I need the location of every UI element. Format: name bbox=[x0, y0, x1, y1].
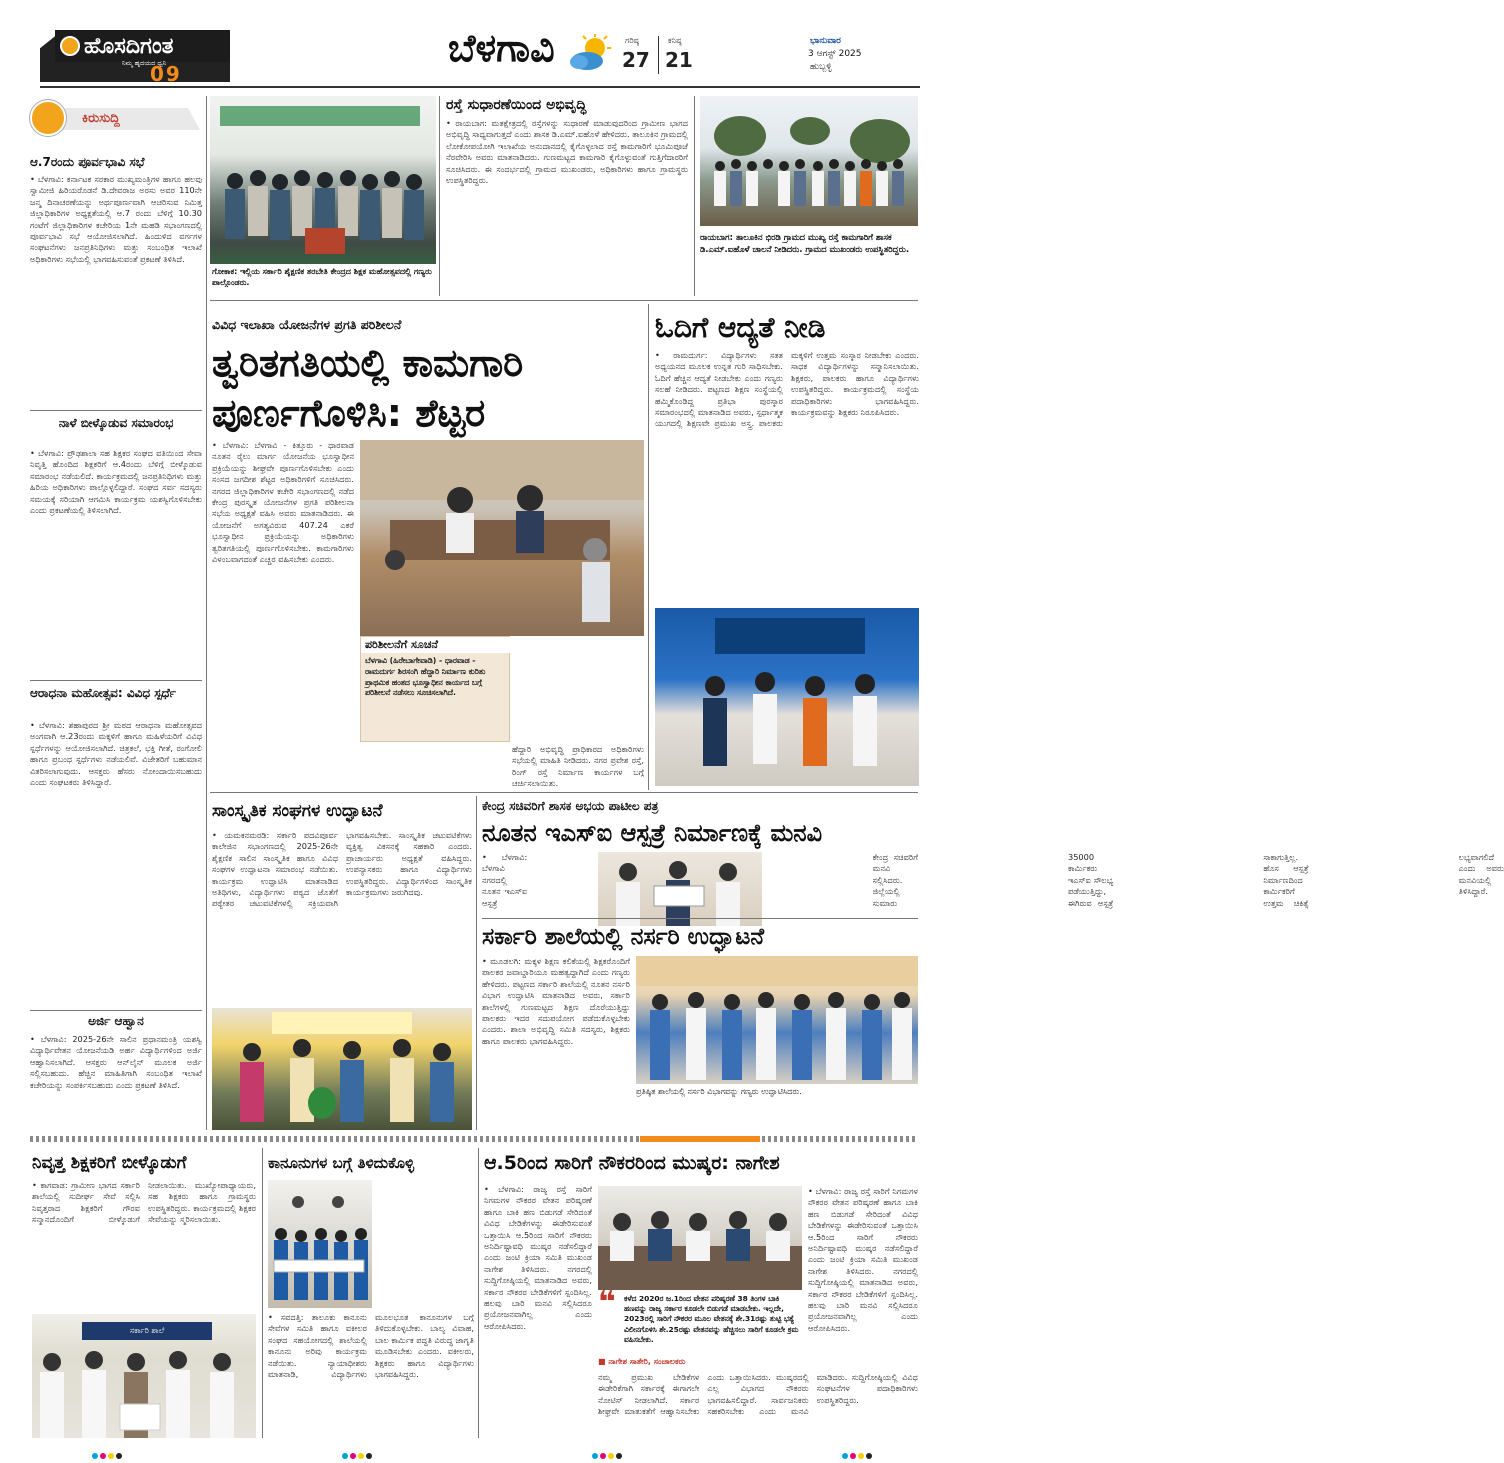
lead-photo bbox=[360, 440, 644, 636]
tagline: ನಿಮ್ಮ ಹೃದಯದ ಧ್ವನಿ bbox=[122, 59, 167, 67]
masthead-rule bbox=[40, 86, 920, 88]
black-dot bbox=[366, 1453, 372, 1459]
temp-min-label: ಕನಿಷ್ಠ bbox=[668, 36, 682, 45]
odige-photo bbox=[655, 608, 919, 786]
quote-mark-icon: ❝ bbox=[598, 1285, 616, 1320]
kirusuddi-header-bar bbox=[50, 108, 200, 130]
yellow-dot bbox=[608, 1453, 614, 1459]
mushkara-quote-author: ■ ನಾಗೇಶ ಸಾತೇರಿ, ಸಂಚಾಲಕರು bbox=[598, 1356, 802, 1368]
kirusuddi-column bbox=[30, 96, 202, 1130]
cyan-dot bbox=[592, 1453, 598, 1459]
magenta-dot bbox=[100, 1453, 106, 1459]
paper-name: ಹೊಸದಿಗಂತ bbox=[84, 34, 174, 59]
samskrutika-body: • ಯಮಕನಮರಡಿ: ಸರ್ಕಾರಿ ಪದವಿಪೂರ್ವ ಕಾಲೇಜಿನ ಸಭಾಂಗಣದಲ್ಲಿ 2025-26ನೇ ಶೈಕ್ಷಣಿಕ ಸಾಲಿನ ಸಾಂಸ್ಕೃತಿಕ ಹಾಗೂ ವಿವಿಧ ಸಂಘಗಳ ಉದ್ಘಾಟನಾ ಸಮಾರಂಭ ನಡೆಯಿತು. ಕಾರ್ಯಕ್ರಮ ಉದ್ಘಾಟಿಸಿ ಮಾತನಾಡಿದ ಅತಿಥಿಗಳು, ವಿದ್ಯಾರ್ಥಿಗಳು ಪಠ್ಯದ ಜೊತೆಗೆ ಪಠ್ಯೇತರ ಚಟುವಟಿಕೆಗಳಲ್ಲಿ ಸಕ್ರಿಯವಾಗಿ ಭಾಗವಹಿಸಬೇಕು. ಸಾಂಸ್ಕೃತಿಕ ಚಟುವಟಿಕೆಗಳು ವ್ಯಕ್ತಿತ್ವ ವಿಕಸನಕ್ಕೆ ಸಹಕಾರಿ ಎಂದರು. ಪ್ರಾಚಾರ್ಯರು ಅಧ್ಯಕ್ಷತೆ ವಹಿಸಿದ್ದರು. ಉಪನ್ಯಾಸಕರು ಹಾಗೂ ವಿದ್ಯಾರ್ಥಿಗಳು ಉಪಸ್ಥಿತರಿದ್ದರು. ವಿದ್ಯಾರ್ಥಿಗಳಿಂದ ಸಾಂಸ್ಕೃತಿಕ ಕಾರ್ಯಕ್ರಮಗಳು ಜರುಗಿದವು. bbox=[212, 830, 472, 909]
lead-photo-caption-body: ಬೆಳಗಾವಿ (ಹಿರೇಬಾಗೇವಾಡಿ) - ಧಾರವಾಡ - ರಾಮದುರ್ಗ ಶಿರಸಂಗಿ ಹೆದ್ದಾರಿ ನಿರ್ಮಾಣ ಕುರಿತು ಪ್ರಾಥಮಿಕ ಹಂತದ ಭೂಸ್ವಾಧೀನ ಕಾರ್ಯದ ಬಗ್ಗೆ ಪರಿಶೀಲನೆ ನಡೆಸಲು ಸೂಚಿಸಲಾಗಿದೆ. bbox=[365, 656, 486, 698]
date-day: ಭಾನುವಾರ bbox=[810, 36, 841, 46]
section-rule bbox=[210, 300, 918, 301]
kirusuddi-item-4-body: • ಬೆಳಗಾವಿ: 2025-26ನೇ ಸಾಲಿನ ಪ್ರಧಾನಮಂತ್ರಿ ಯಶಸ್ವಿ ವಿದ್ಯಾರ್ಥಿವೇತನ ಯೋಜನೆಯಡಿ ಅರ್ಹ ವಿದ್ಯಾರ್ಥಿಗಳಿಂದ ಅರ್ಜಿ ಆಹ್ವಾನಿಸಲಾಗಿದೆ. ಆಸಕ್ತರು ಆನ್‌ಲೈನ್ ಮೂಲಕ ಅರ್ಜಿ ಸಲ್ಲಿಸಬಹುದು. ಹೆಚ್ಚಿನ ಮಾಹಿತಿಗಾಗಿ ಸಂಬಂಧಿತ ಇಲಾಖೆ ಕಚೇರಿಯನ್ನು ಸಂಪರ್ಕಿಸಬಹುದು ಎಂದು ಪ್ರಕಟಣೆ ತಿಳಿಸಿದೆ. bbox=[30, 1034, 202, 1090]
road-story-headline: ರಸ್ತೆ ಸುಧಾರಣೆಯಿಂದ ಅಭಿವೃದ್ಧಿ bbox=[446, 97, 587, 113]
black-dot bbox=[116, 1453, 122, 1459]
column-divider bbox=[478, 1148, 479, 1438]
column-divider bbox=[262, 1148, 263, 1438]
kirusuddi-item-4-headline: ಅರ್ಜಿ ಆಹ್ವಾನ bbox=[88, 1014, 144, 1028]
column-divider bbox=[439, 96, 440, 296]
divider bbox=[30, 680, 202, 681]
kirusuddi-header bbox=[30, 100, 202, 140]
date-full: 3 ಆಗಸ್ಟ್ 2025 bbox=[808, 49, 862, 59]
nursery-photo-caption: ಪ್ರತಿಷ್ಠಿತ ಶಾಲೆಯಲ್ಲಿ ನರ್ಸರಿ ವಿಭಾಗವನ್ನು ಗಣ್ಯರು ಉದ್ಘಾಟಿಸಿದರು. bbox=[636, 1086, 918, 1126]
kirusuddi-item-2-body: • ಬೆಳಗಾವಿ: ಪ್ರೌಢಶಾಲಾ ಸಹ ಶಿಕ್ಷಕರ ಸಂಘದ ವತಿಯಿಂದ ಸೇವಾ ನಿವೃತ್ತಿ ಹೊಂದಿದ ಶಿಕ್ಷಕರಿಗೆ ಆ.4ರಂದು ಬೆಳಿಗ್ಗೆ ಬೀಳ್ಕೊಡುವ ಸಮಾರಂಭ ನಡೆಯಲಿದೆ. ಕಾರ್ಯಕ್ರಮದಲ್ಲಿ ಜನಪ್ರತಿನಿಧಿಗಳು ಮತ್ತು ಹಿರಿಯ ಅಧಿಕಾರಿಗಳು ಪಾಲ್ಗೊಳ್ಳಲಿದ್ದಾರೆ. ಸಂಘದ ಸರ್ವ ಸದಸ್ಯರು ಸಮಯಕ್ಕೆ ಸರಿಯಾಗಿ ಆಗಮಿಸಿ ಕಾರ್ಯಕ್ರಮ ಯಶಸ್ವಿಗೊಳಿಸಬೇಕು ಎಂದು ಪ್ರಕಟಣೆಯಲ್ಲಿ ತಿಳಿಸಲಾಗಿದೆ. bbox=[30, 448, 202, 516]
kirusuddi-item-2-headline: ನಾಳೆ ಬೀಳ್ಕೊಡುವ ಸಮಾರಂಭ bbox=[58, 416, 174, 430]
top-photo-left-caption: ಗೋಕಾಕ: ಇಲ್ಲಿಯ ಸರ್ಕಾರಿ ಶೈಕ್ಷಣಿಕ ತರಬೇತಿ ಕೇಂದ್ರದ ಶಿಕ್ಷಕ ಮಹೋತ್ಸವದಲ್ಲಿ ಗಣ್ಯರು ಪಾಲ್ಗೊಂಡರು. bbox=[210, 264, 436, 292]
column-divider bbox=[648, 304, 649, 790]
column-divider bbox=[206, 96, 207, 1130]
mushkara-body2: ನಮ್ಮ ಪ್ರಮುಖ ಬೇಡಿಕೆಗಳ ಈಡೇರಿಕೆಗಾಗಿ ಸರ್ಕಾರಕ್ಕೆ ಈಗಾಗಲೇ ನೋಟಿಸ್ ನೀಡಲಾಗಿದೆ. ಸರ್ಕಾರ ಶೀಘ್ರವೇ ಮಾತುಕತೆಗೆ ಆಹ್ವಾನಿಸಬೇಕು ಎಂದು ಒತ್ತಾಯಿಸಿದರು. ಮುಷ್ಕರದಲ್ಲಿ ಎಲ್ಲ ವಿಭಾಗದ ನೌಕರರು ಭಾಗವಹಿಸಲಿದ್ದಾರೆ. ಸಾರ್ವಜನಿಕರು ಸಹಕರಿಸಬೇಕು ಎಂದು ಮನವಿ ಮಾಡಿದರು. ಸುದ್ದಿಗೋಷ್ಠಿಯಲ್ಲಿ ವಿವಿಧ ಸಂಘಟನೆಗಳ ಪದಾಧಿಕಾರಿಗಳು ಉಪಸ್ಥಿತರಿದ್ದರು. bbox=[598, 1372, 918, 1417]
mushkara-quote: ಕಳೆದ 2020ರ ಜ.1ರಿಂದ ವೇತನ ಪರಿಷ್ಕರಣೆ 38 ತಿಂಗಳ ಬಾಕಿ ಹಣವನ್ನು ರಾಜ್ಯ ಸರ್ಕಾರ ಕೂಡಲೇ ಬಿಡುಗಡೆ ಮಾಡಬೇಕು. ಇಲ್ಲದೇ, 2023ರಲ್ಲಿ ಸಾರಿಗೆ ನೌಕರರ ಮೂಲ ವೇತನಕ್ಕೆ ಶೇ.31ರಷ್ಟು ತುಟ್ಟಿ ಭತ್ಯೆ ವಿಲೀನಗೊಳಿಸಿ ಶೇ.25ರಷ್ಟು ವೇತನವನ್ನು ಹೆಚ್ಚಿಸಲು ಸಾರಿಗೆ ಕೂಡಲೇ ಕ್ರಮ ವಹಿಸಬೇಕು. bbox=[624, 1294, 799, 1344]
black-dot bbox=[616, 1453, 622, 1459]
nursery-body: • ಮೂಡಲಗಿ: ಮಕ್ಕಳ ಶಿಕ್ಷಣ ಕಲಿಕೆಯಲ್ಲಿ ಶಿಕ್ಷಕರೊಂದಿಗೆ ಪಾಲಕರ ಜವಾಬ್ದಾರಿಯೂ ಮಹತ್ವದ್ದಾಗಿದೆ ಎಂದು ಗಣ್ಯರು ಹೇಳಿದರು. ಪಟ್ಟಣದ ಸರ್ಕಾರಿ ಶಾಲೆಯಲ್ಲಿ ನೂತನ ನರ್ಸರಿ ವಿಭಾಗ ಉದ್ಘಾಟಿಸಿ ಮಾತನಾಡಿದ ಅವರು, ಸರ್ಕಾರಿ ಶಾಲೆಗಳಲ್ಲಿ ಗುಣಮಟ್ಟದ ಶಿಕ್ಷಣ ದೊರೆಯುತ್ತಿದ್ದು ಪಾಲಕರು ಇದರ ಸದುಪಯೋಗ ಪಡೆದುಕೊಳ್ಳಬೇಕು ಎಂದರು. ಶಾಲಾ ಅಭಿವೃದ್ಧಿ ಸಮಿತಿ ಸದಸ್ಯರು, ಶಿಕ್ಷಕರು ಹಾಗೂ ಪಾಲಕರು ಭಾಗವಹಿಸಿದ್ದರು. bbox=[482, 956, 630, 1046]
kanoonu-photo bbox=[268, 1180, 372, 1308]
magenta-dot bbox=[850, 1453, 856, 1459]
nursery-headline: ಸರ್ಕಾರಿ ಶಾಲೆಯಲ್ಲಿ ನರ್ಸರಿ ಉದ್ಘಾಟನೆ bbox=[482, 924, 765, 950]
yellow-dot bbox=[358, 1453, 364, 1459]
odige-body: • ರಾಮದುರ್ಗ: ವಿದ್ಯಾರ್ಥಿಗಳು ಸತತ ಅಧ್ಯಯನದ ಮೂಲಕ ಉನ್ನತ ಗುರಿ ಸಾಧಿಸಬೇಕು. ಓದಿಗೆ ಹೆಚ್ಚಿನ ಆದ್ಯತೆ ನೀಡಬೇಕು ಎಂದು ಗಣ್ಯರು ಸಲಹೆ ನೀಡಿದರು. ಪಟ್ಟಣದ ಶಿಕ್ಷಣ ಸಂಸ್ಥೆಯಲ್ಲಿ ಹಮ್ಮಿಕೊಂಡಿದ್ದ ಪ್ರತಿಭಾ ಪುರಸ್ಕಾರ ಸಮಾರಂಭದಲ್ಲಿ ಮಾತನಾಡಿದ ಅವರು, ಸ್ಪರ್ಧಾತ್ಮಕ ಯುಗದಲ್ಲಿ ಶಿಕ್ಷಣವೇ ಪ್ರಮುಖ ಅಸ್ತ್ರ. ಪಾಲಕರು ಮಕ್ಕಳಿಗೆ ಉತ್ತಮ ಸಂಸ್ಕಾರ ನೀಡಬೇಕು ಎಂದರು. ಸಾಧಕ ವಿದ್ಯಾರ್ಥಿಗಳನ್ನು ಸನ್ಮಾನಿಸಲಾಯಿತು. ಶಿಕ್ಷಕರು, ಪಾಲಕರು ಹಾಗೂ ವಿದ್ಯಾರ್ಥಿಗಳು ಉಪಸ್ಥಿತರಿದ್ದರು. ಕಾರ್ಯಕ್ರಮದಲ್ಲಿ ಸಂಸ್ಥೆಯ ಪದಾಧಿಕಾರಿಗಳು ಭಾಗವಹಿಸಿದ್ದರು. ಕಾರ್ಯಕ್ರಮವನ್ನು ಶಿಕ್ಷಕರು ನಿರೂಪಿಸಿದರು. bbox=[655, 350, 919, 429]
date-place: ಹುಬ್ಬಳ್ಳಿ bbox=[810, 62, 832, 72]
separator-accent bbox=[640, 1136, 760, 1142]
section-rule bbox=[482, 918, 918, 919]
logo-icon bbox=[60, 36, 80, 56]
mushkara-right-col bbox=[808, 1186, 918, 1372]
top-photo-right bbox=[700, 96, 918, 226]
esi-headline: ನೂತನ ಇಎಸ್‌ಐ ಆಸ್ಪತ್ರೆ ನಿರ್ಮಾಣಕ್ಕೆ ಮನವಿ bbox=[482, 819, 823, 847]
kirusuddi-item-3-headline: ಆರಾಧನಾ ಮಹೋತ್ಸವ: ವಿವಿಧ ಸ್ಪರ್ಧೆ bbox=[30, 686, 177, 700]
nivrutta-body: • ಕಾಗವಾಡ: ಗ್ರಾಮೀಣ ಭಾಗದ ಸರ್ಕಾರಿ ಶಾಲೆಯಲ್ಲಿ ಸುದೀರ್ಘ ಸೇವೆ ಸಲ್ಲಿಸಿ ನಿವೃತ್ತರಾದ ಶಿಕ್ಷಕರಿಗೆ ಗೌರವ ಸನ್ಮಾನದೊಂದಿಗೆ ಬೀಳ್ಕೊಡುಗೆ ನೀಡಲಾಯಿತು. ಮುಖ್ಯೋಪಾಧ್ಯಾಯರು, ಸಹ ಶಿಕ್ಷಕರು ಹಾಗೂ ಗ್ರಾಮಸ್ಥರು ಉಪಸ್ಥಿತರಿದ್ದರು. ಕಾರ್ಯಕ್ರಮದಲ್ಲಿ ಶಿಕ್ಷಕರ ಸೇವೆಯನ್ನು ಸ್ಮರಿಸಲಾಯಿತು. bbox=[32, 1180, 256, 1225]
temp-max-label: ಗರಿಷ್ಠ bbox=[625, 36, 639, 45]
samskrutika-photo bbox=[212, 1008, 472, 1130]
esi-kicker: ಕೇಂದ್ರ ಸಚಿವರಿಗೆ ಶಾಸಕ ಅಭಯ ಪಾಟೀಲ ಪತ್ರ bbox=[482, 799, 659, 813]
top-photo-right-caption: ರಾಯಬಾಗ: ತಾಲೂಕಿನ ಭಿರಡಿ ಗ್ರಾಮದ ಮುಖ್ಯ ರಸ್ತೆ ಕಾಮಗಾರಿಗೆ ಶಾಸಕ ಡಿ.ಎಮ್.ಐಹೊಳೆ ಚಾಲನೆ ನೀಡಿದರು. ಗ್ರಾಮದ ಮುಖಂಡರು ಉಪಸ್ಥಿತರಿದ್ದರು. bbox=[700, 232, 909, 254]
black-dot bbox=[866, 1453, 872, 1459]
cyan-dot bbox=[842, 1453, 848, 1459]
mushkara-body: • ಬೆಳಗಾವಿ: ರಾಜ್ಯ ರಸ್ತೆ ಸಾರಿಗೆ ನಿಗಮಗಳ ನೌಕರರ ವೇತನ ಪರಿಷ್ಕರಣೆ ಹಾಗೂ ಬಾಕಿ ಹಣ ಬಿಡುಗಡೆ ಸೇರಿದಂತೆ ವಿವಿಧ ಬೇಡಿಕೆಗಳನ್ನು ಈಡೇರಿಸುವಂತೆ ಒತ್ತಾಯಿಸಿ ಆ.5ರಿಂದ ಸಾರಿಗೆ ನೌಕರರು ಅನಿರ್ದಿಷ್ಟಾವಧಿ ಮುಷ್ಕರ ನಡೆಸಲಿದ್ದಾರೆ ಎಂದು ಜಂಟಿ ಕ್ರಿಯಾ ಸಮಿತಿ ಮುಖಂಡ ನಾಗೇಶ ತಿಳಿಸಿದರು. ನಗರದಲ್ಲಿ ಸುದ್ದಿಗೋಷ್ಠಿಯಲ್ಲಿ ಮಾತನಾಡಿದ ಅವರು, ಸರ್ಕಾರ ನೌಕರರ ಬೇಡಿಕೆಗಳಿಗೆ ಸ್ಪಂದಿಸಿಲ್ಲ. ಹಲವು ಬಾರಿ ಮನವಿ ಸಲ್ಲಿಸಿದರೂ ಪ್ರಯೋಜನವಾಗಿಲ್ಲ ಎಂದು ಆರೋಪಿಸಿದರು. bbox=[484, 1184, 592, 1331]
divider bbox=[30, 1010, 202, 1011]
color-registration-dots bbox=[92, 1444, 124, 1463]
esi-photo bbox=[598, 852, 762, 926]
samskrutika-headline: ಸಾಂಸ್ಕೃತಿಕ ಸಂಘಗಳ ಉದ್ಘಾಟನೆ bbox=[212, 801, 383, 821]
mushkara-headline: ಆ.5ರಿಂದ ಸಾರಿಗೆ ನೌಕರರಿಂದ ಮುಷ್ಕರ: ನಾಗೇಶ bbox=[484, 1152, 780, 1174]
nivrutta-banner: ಸರ್ಕಾರಿ ಶಾಲೆ bbox=[82, 1322, 212, 1340]
edition-title: ಬೆಳಗಾವಿ bbox=[448, 26, 555, 70]
yellow-dot bbox=[858, 1453, 864, 1459]
odige-headline: ಓದಿಗೆ ಆದ್ಯತೆ ನೀಡಿ bbox=[655, 311, 826, 344]
temp-min: 21 bbox=[665, 48, 693, 72]
nivrutta-headline: ನಿವೃತ್ತ ಶಿಕ್ಷಕರಿಗೆ ಬೀಳ್ಕೊಡುಗೆ bbox=[32, 1153, 187, 1173]
mushkara-photo bbox=[598, 1186, 802, 1290]
nursery-photo bbox=[636, 956, 918, 1084]
color-registration-dots bbox=[842, 1444, 874, 1463]
cyan-dot bbox=[92, 1453, 98, 1459]
weather-divider bbox=[658, 36, 659, 74]
nivrutta-photo bbox=[32, 1314, 256, 1438]
lead-body-left: • ಬೆಳಗಾವಿ: ಬೆಳಗಾವಿ - ಕಿತ್ತೂರು - ಧಾರವಾಡ ನೂತನ ರೈಲು ಮಾರ್ಗ ಯೋಜನೆಯ ಭೂಸ್ವಾಧೀನ ಪ್ರಕ್ರಿಯೆಯನ್ನು ಶೀಘ್ರವೇ ಪೂರ್ಣಗೊಳಿಸಬೇಕು ಎಂದು ಸಂಸದ ಜಗದೀಶ ಶೆಟ್ಟರ ಅಧಿಕಾರಿಗಳಿಗೆ ಸೂಚಿಸಿದರು. ನಗರದ ಜಿಲ್ಲಾಧಿಕಾರಿಗಳ ಕಚೇರಿ ಸಭಾಂಗಣದಲ್ಲಿ ನಡೆದ ಕೇಂದ್ರ ಪುರಸ್ಕೃತ ಯೋಜನೆಗಳ ಪ್ರಗತಿ ಪರಿಶೀಲನಾ ಸಭೆಯ ಅಧ್ಯಕ್ಷತೆ ವಹಿಸಿ ಅವರು ಮಾತನಾಡಿದರು. ಈ ಯೋಜನೆಗೆ ಅಗತ್ಯವಿರುವ 407.24 ಎಕರೆ ಭೂಸ್ವಾಧೀನ ಪ್ರಕ್ರಿಯೆಯನ್ನು ಅಧಿಕಾರಿಗಳು ತ್ವರಿತಗತಿಯಲ್ಲಿ ಪೂರ್ಣಗೊಳಿಸಬೇಕು. ಕಾಮಗಾರಿಗಳು ವಿಳಂಬವಾಗದಂತೆ ಎಚ್ಚರ ವಹಿಸಬೇಕು ಎಂದರು. bbox=[212, 440, 354, 565]
cyan-dot bbox=[342, 1453, 348, 1459]
top-photo-left bbox=[210, 96, 436, 292]
column-divider bbox=[694, 96, 695, 296]
color-registration-dots bbox=[342, 1444, 374, 1463]
lead-headline-line1: ತ್ವರಿತಗತಿಯಲ್ಲಿ ಕಾಮಗಾರಿ bbox=[212, 341, 524, 385]
temp-max: 27 bbox=[622, 48, 650, 72]
magenta-dot bbox=[600, 1453, 606, 1459]
road-story-body: • ರಾಯಬಾಗ: ಮತಕ್ಷೇತ್ರದಲ್ಲಿ ರಸ್ತೆಗಳನ್ನು ಸುಧಾರಣೆ ಮಾಡುವುದರಿಂದ ಗ್ರಾಮೀಣ ಭಾಗದ ಅಭಿವೃದ್ಧಿ ಸಾಧ್ಯವಾಗುತ್ತದೆ ಎಂದು ಶಾಸಕ ಡಿ.ಎಮ್.ಐಹೊಳೆ ಹೇಳಿದರು. ತಾಲೂಕಿನ ಗ್ರಾಮದಲ್ಲಿ ಲೋಕೋಪಯೋಗಿ ಇಲಾಖೆಯ ಅನುದಾನದಲ್ಲಿ ಕೈಗೊಳ್ಳಲಾದ ರಸ್ತೆ ಕಾಮಗಾರಿಗೆ ಭೂಮಿಪೂಜೆ ನೆರವೇರಿಸಿ ಅವರು ಮಾತನಾಡಿದರು. ಗುಣಮಟ್ಟದ ಕಾಮಗಾರಿ ಕೈಗೊಳ್ಳುವಂತೆ ಗುತ್ತಿಗೆದಾರರಿಗೆ ಸೂಚಿಸಿದರು. ಈ ಸಂದರ್ಭದಲ್ಲಿ ಗ್ರಾಮದ ಮುಖಂಡರು, ಅಧಿಕಾರಿಗಳು ಹಾಗೂ ಗ್ರಾಮಸ್ಥರು ಉಪಸ್ಥಿತರಿದ್ದರು. bbox=[446, 118, 688, 186]
lead-kicker: ವಿವಿಧ ಇಲಾಖಾ ಯೋಜನೆಗಳ ಪ್ರಗತಿ ಪರಿಶೀಲನೆ bbox=[212, 317, 402, 332]
section-rule bbox=[210, 792, 918, 793]
kirusuddi-label: ಕಿರುಸುದ್ದಿ bbox=[82, 111, 120, 126]
lead-photo-caption-title: ಪರಿಶೀಲನೆಗೆ ಸೂಚನೆ bbox=[361, 637, 511, 653]
lead-headline-line2: ಪೂರ್ಣಗೊಳಿಸಿ: ಶೆಟ್ಟರ bbox=[212, 391, 486, 435]
lead-photo-caption-box bbox=[360, 636, 510, 742]
page-number: 09 bbox=[150, 62, 182, 86]
yellow-dot bbox=[108, 1453, 114, 1459]
divider bbox=[30, 410, 202, 411]
mushkara-quote-box bbox=[598, 1285, 802, 1356]
lead-body-right: ಹೆದ್ದಾರಿ ಅಭಿವೃದ್ಧಿ ಪ್ರಾಧಿಕಾರದ ಅಧಿಕಾರಿಗಳು ಸಭೆಯಲ್ಲಿ ಮಾಹಿತಿ ನೀಡಿದರು. ನಗರ ಪ್ರವೇಶ ರಸ್ತೆ, ರಿಂಗ್ ರಸ್ತೆ ನಿರ್ಮಾಣ ಕಾರ್ಯಗಳ ಬಗ್ಗೆ ಚರ್ಚಿಸಲಾಯಿತು. bbox=[512, 744, 644, 789]
kanoonu-headline: ಕಾನೂನುಗಳ ಬಗ್ಗೆ ತಿಳಿದುಕೊಳ್ಳಿ bbox=[268, 1154, 415, 1172]
kanoonu-body: • ಸವದತ್ತಿ: ತಾಲೂಕು ಕಾನೂನು ಸೇವೆಗಳ ಸಮಿತಿ ಹಾಗೂ ವಕೀಲರ ಸಂಘದ ಸಹಯೋಗದಲ್ಲಿ ಶಾಲೆಯಲ್ಲಿ ಕಾನೂನು ಅರಿವು ಕಾರ್ಯಕ್ರಮ ನಡೆಯಿತು. ನ್ಯಾಯಾಧೀಶರು ಮಾತನಾಡಿ, ವಿದ್ಯಾರ್ಥಿಗಳು ಮೂಲಭೂತ ಕಾನೂನುಗಳ ಬಗ್ಗೆ ತಿಳಿದುಕೊಳ್ಳಬೇಕು. ಬಾಲ್ಯ ವಿವಾಹ, ಬಾಲ ಕಾರ್ಮಿಕ ಪದ್ಧತಿ ವಿರುದ್ಧ ಜಾಗೃತಿ ಮೂಡಿಸಬೇಕು ಎಂದರು. ವಕೀಲರು, ಶಿಕ್ಷಕರು ಹಾಗೂ ವಿದ್ಯಾರ್ಥಿಗಳು ಭಾಗವಹಿಸಿದ್ದರು. bbox=[268, 1312, 474, 1380]
masthead bbox=[0, 0, 945, 88]
color-registration-dots bbox=[592, 1444, 624, 1463]
kirusuddi-item-1-headline: ಆ.7ರಂದು ಪೂರ್ವಭಾವಿ ಸಭೆ bbox=[30, 155, 145, 169]
kirusuddi-item-1-body: • ಬೆಳಗಾವಿ: ಕರ್ನಾಟಕ ಸರಕಾರ ಮುಖ್ಯಮಂತ್ರಿಗಳ ಹಾಗೂ ಹಲವು ಸ್ವಾಮೀಜಿ ಹಿರಿಯರೊಡನೆ ಡಿ.ದೇವರಾಜ ಅರಸು ಅವರ 110ನೇ ಜನ್ಮ ದಿನಾಚರಣೆಯನ್ನು ಅರ್ಥಪೂರ್ಣವಾಗಿ ಆಚರಿಸುವ ನಿಮಿತ್ತ ಜಿಲ್ಲಾಧಿಕಾರಿಗಳ ಅಧ್ಯಕ್ಷತೆಯಲ್ಲಿ ಆ.7 ರಂದು ಬೆಳಿಗ್ಗೆ 10.30 ಗಂಟೆಗೆ ಜಿಲ್ಲಾಧಿಕಾರಿಗಳ ಕಚೇರಿಯ 1ನೇ ಮಹಡಿ ಸಭಾಂಗಣದಲ್ಲಿ ಪೂರ್ವಭಾವಿ ಸಭೆ ಆಯೋಜಿಸಲಾಗಿದೆ. ಹಿಂದುಳಿದ ವರ್ಗಗಳ ಸಂಘಟನೆಗಳು ಜನಪ್ರತಿನಿಧಿಗಳು ಮತ್ತು ಸಂಬಂಧಿತ ಇಲಾಖೆ ಅಧಿಕಾರಿಗಳು ಸಭೆಯಲ್ಲಿ ಭಾಗವಹಿಸುವಂತೆ ಪ್ರಕಟಣೆ ತಿಳಿಸಿದೆ. bbox=[30, 174, 202, 264]
section-separator bbox=[30, 1136, 918, 1142]
magenta-dot bbox=[350, 1453, 356, 1459]
kirusuddi-item-3-body: • ಬೆಳಗಾವಿ: ಶಹಾಪುರದ ಶ್ರೀ ಮಠದ ಆರಾಧನಾ ಮಹೋತ್ಸವದ ಅಂಗವಾಗಿ ಆ.23ರಂದು ಮಕ್ಕಳಿಗೆ ಹಾಗೂ ಮಹಿಳೆಯರಿಗೆ ವಿವಿಧ ಸ್ಪರ್ಧೆಗಳನ್ನು ಆಯೋಜಿಸಲಾಗಿದೆ. ಚಿತ್ರಕಲೆ, ಭಕ್ತಿ ಗೀತೆ, ರಂಗೋಲಿ ಹಾಗೂ ಪ್ರಬಂಧ ಸ್ಪರ್ಧೆಗಳು ನಡೆಯಲಿವೆ. ವಿಜೇತರಿಗೆ ಬಹುಮಾನ ವಿತರಿಸಲಾಗುವುದು. ಆಸಕ್ತರು ಹೆಸರು ನೋಂದಾಯಿಸಬಹುದು ಎಂದು ಸಂಘಟಕರು ತಿಳಿಸಿದ್ದಾರೆ. bbox=[30, 720, 202, 788]
mushkara-body-cont: • ಬೆಳಗಾವಿ: ರಾಜ್ಯ ರಸ್ತೆ ಸಾರಿಗೆ ನಿಗಮಗಳ ನೌಕರರ ವೇತನ ಪರಿಷ್ಕರಣೆ ಹಾಗೂ ಬಾಕಿ ಹಣ ಬಿಡುಗಡೆ ಸೇರಿದಂತೆ ವಿವಿಧ ಬೇಡಿಕೆಗಳನ್ನು ಈಡೇರಿಸುವಂತೆ ಒತ್ತಾಯಿಸಿ ಆ.5ರಿಂದ ಸಾರಿಗೆ ನೌಕರರು ಅನಿರ್ದಿಷ್ಟಾವಧಿ ಮುಷ್ಕರ ನಡೆಸಲಿದ್ದಾರೆ ಎಂದು ಜಂಟಿ ಕ್ರಿಯಾ ಸಮಿತಿ ಮುಖಂಡ ನಾಗೇಶ ತಿಳಿಸಿದರು. ನಗರದಲ್ಲಿ ಸುದ್ದಿಗೋಷ್ಠಿಯಲ್ಲಿ ಮಾತನಾಡಿದ ಅವರು, ಸರ್ಕಾರ ನೌಕರರ ಬೇಡಿಕೆಗಳಿಗೆ ಸ್ಪಂದಿಸಿಲ್ಲ. ಹಲವು ಬಾರಿ ಮನವಿ ಸಲ್ಲಿಸಿದರೂ ಪ್ರಯೋಜನವಾಗಿಲ್ಲ ಎಂದು ಆರೋಪಿಸಿದರು. bbox=[808, 1186, 918, 1333]
hand-point-icon bbox=[30, 100, 66, 136]
sun-cloud-icon bbox=[567, 34, 613, 72]
column-divider bbox=[476, 796, 477, 1130]
esi-body: • ಬೆಳಗಾವಿ: ಬೆಳಗಾವಿ ನಗರದಲ್ಲಿ ನೂತನ ಇಎಸ್‌ಐ ಆಸ್ಪತ್ರೆ ಕೇಂದ್ರ ಸಚಿವರಿಗೆ ಮನವಿ ಸಲ್ಲಿಸಿದರು. ಜಿಲ್ಲೆಯಲ್ಲಿ ಸುಮಾರು 35000 ಕಾರ್ಮಿಕರು ಇಎಸ್‌ಐ ಸೌಲಭ್ಯ ಪಡೆಯುತ್ತಿದ್ದು, ಈಗಿರುವ ಆಸ್ಪತ್ರೆ ಸಾಕಾಗುತ್ತಿಲ್ಲ. ಹೊಸ ಆಸ್ಪತ್ರೆ ನಿರ್ಮಾಣದಿಂದ ಕಾರ್ಮಿಕರಿಗೆ ಉತ್ತಮ ಚಿಕಿತ್ಸೆ ಲಭ್ಯವಾಗಲಿದೆ ಎಂದು ಅವರು ಮನವಿಯಲ್ಲಿ ತಿಳಿಸಿದ್ದಾರೆ. bbox=[482, 852, 1504, 908]
